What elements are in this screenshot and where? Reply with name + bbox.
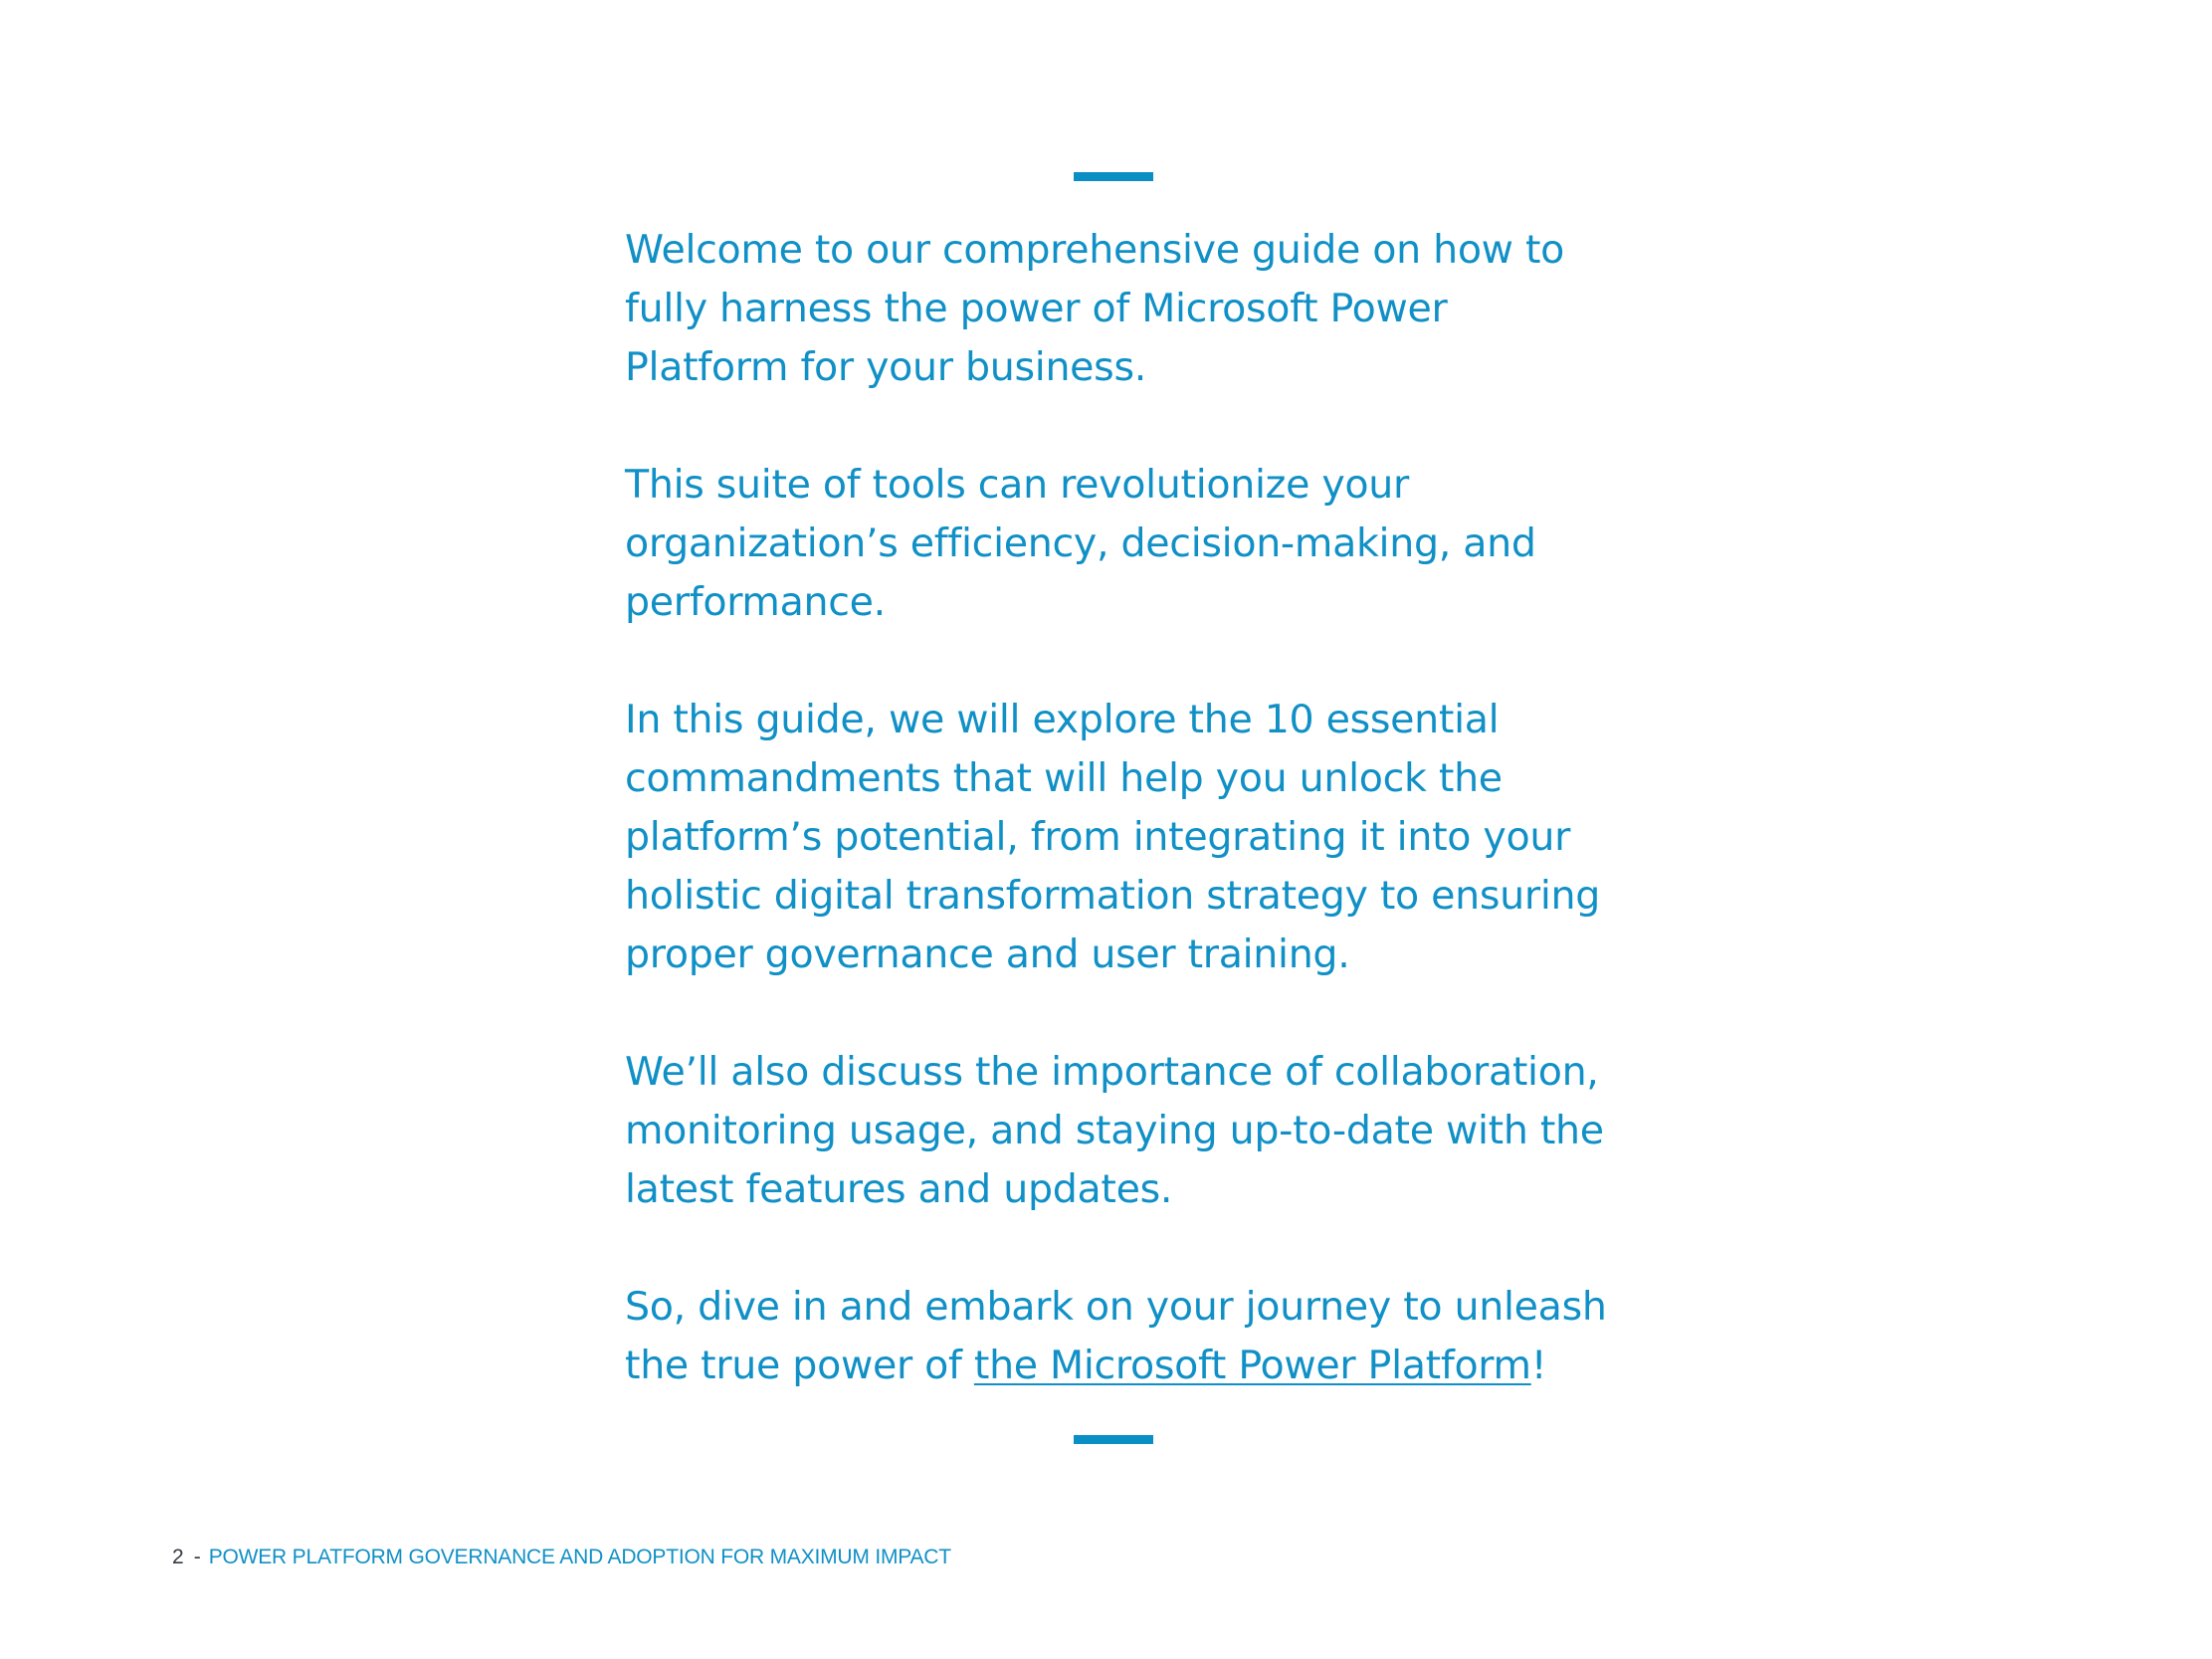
power-platform-link[interactable]: the Microsoft Power Platform (973, 1343, 1531, 1388)
top-accent-bar (1074, 172, 1153, 181)
paragraph-collaboration: We’ll also discuss the importance of collaboration, monitoring usage, and staying up-to-date with the latest features and updates. (625, 1049, 1604, 1212)
closing-text: So, dive in and embark on your journey to unleash the true power of (625, 1284, 1607, 1388)
paragraph-guide: In this guide, we will explore the 10 essential commandments that will help you unlock the platform’s potential, from integrating it into your holistic digital transformation strategy to ensuring proper governance and user training. (625, 697, 1601, 977)
page-footer (172, 1545, 951, 1570)
paragraph-welcome: Welcome to our comprehensive guide on how to fully harness the power of Microsoft Power Platform for your business. (625, 227, 1565, 390)
intro-text-block (625, 221, 1620, 1395)
page-number: 2 (172, 1546, 184, 1568)
closing-exclamation: ! (1530, 1343, 1547, 1388)
footer-separator: - (193, 1546, 201, 1568)
bottom-accent-bar (1074, 1435, 1153, 1444)
document-title: POWER PLATFORM GOVERNANCE AND ADOPTION FOR MAXIMUM IMPACT (208, 1546, 951, 1568)
paragraph-closing (625, 1278, 1620, 1395)
paragraph-suite: This suite of tools can revolutionize your organization’s efficiency, decision-making, and performance. (625, 462, 1536, 625)
